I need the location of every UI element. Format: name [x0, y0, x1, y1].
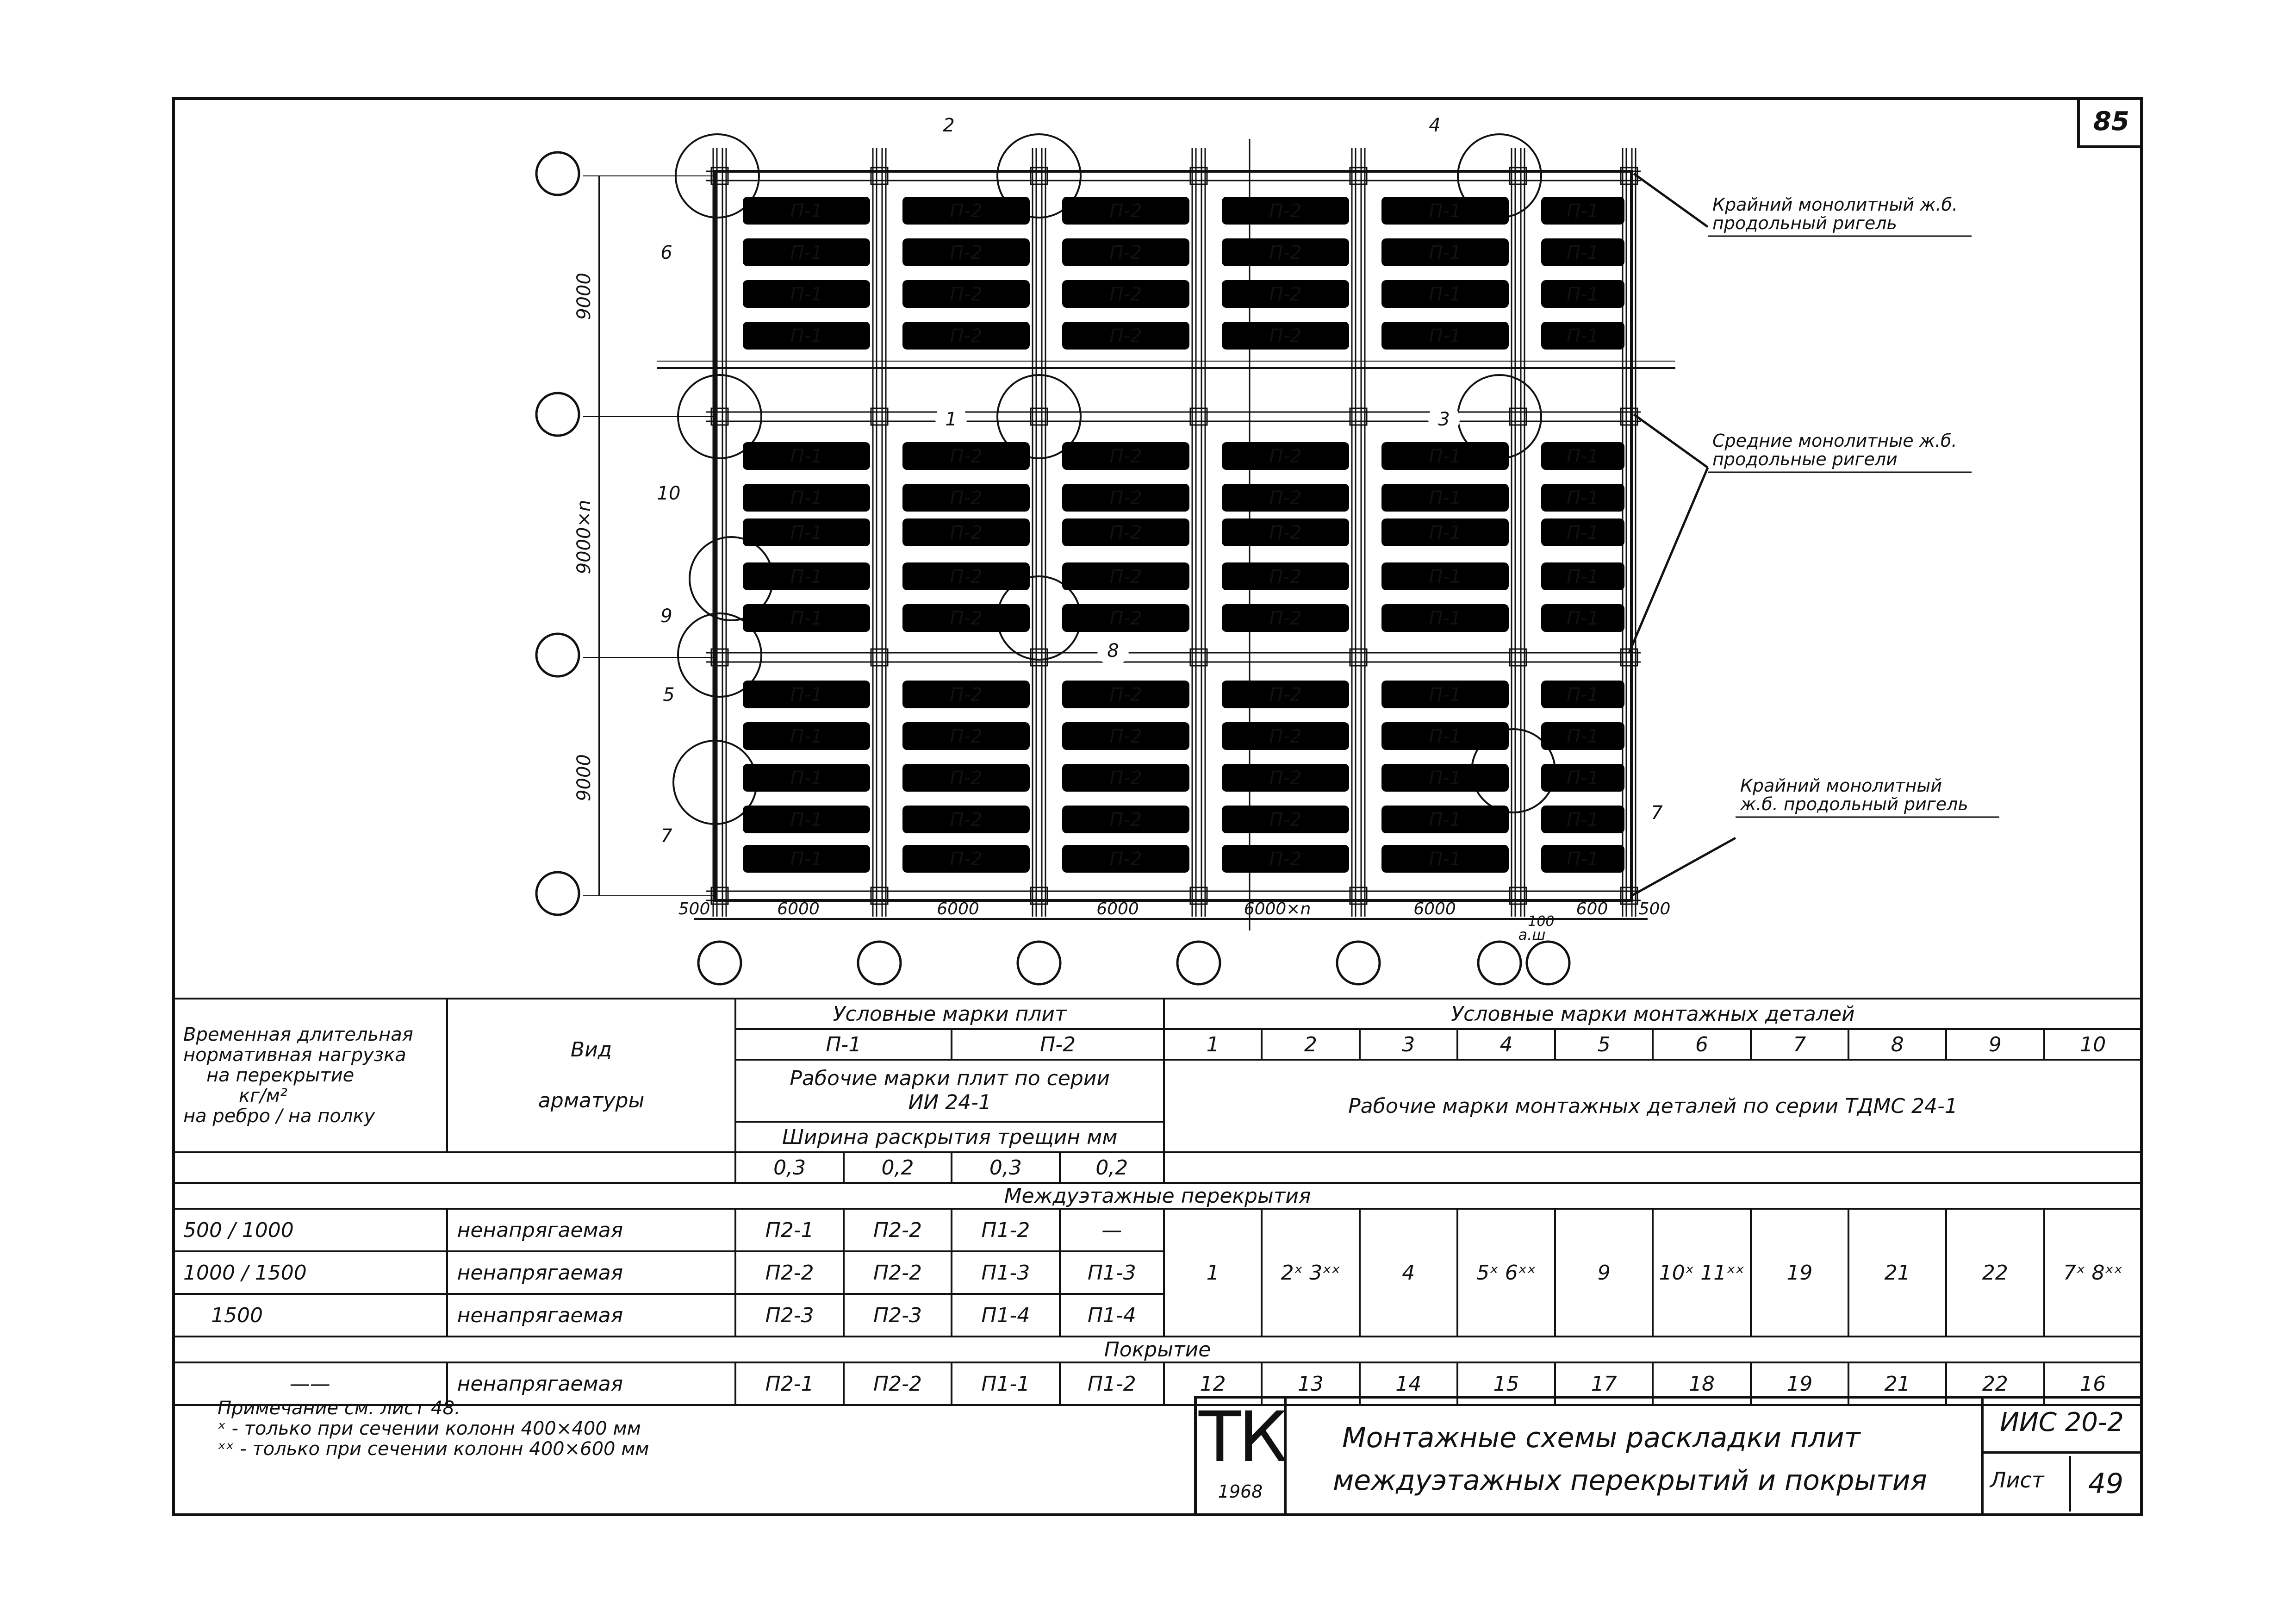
- grid-axis-bubble: [536, 872, 579, 915]
- slab-mark: П-1: [1567, 566, 1599, 587]
- detail-mark: 12: [1164, 1362, 1262, 1405]
- slab-mark: П-2: [1269, 446, 1302, 467]
- slab-mark: П-1: [790, 284, 823, 305]
- crack-val: 0,3: [952, 1152, 1059, 1183]
- dimension-label: 6000: [777, 899, 820, 918]
- slab-mark: П2-2: [735, 1251, 843, 1294]
- dimension-label: a.ш: [1518, 926, 1546, 943]
- detail-mark: 18: [1653, 1362, 1750, 1405]
- note-line: ˣ - только при сечении колонн 400×400 мм: [218, 1418, 641, 1439]
- slab-mark: П2-1: [735, 1209, 843, 1251]
- slab-mark: П-2: [950, 566, 983, 587]
- callout-number: 7: [1651, 802, 1663, 824]
- slab-mark: П-2: [1269, 284, 1302, 305]
- slab-mark: П2-2: [844, 1362, 952, 1405]
- series-code: ИИС 20-2: [2000, 1407, 2124, 1437]
- grid-axis-bubble: [698, 942, 741, 984]
- slab-mark: П-1: [790, 726, 823, 747]
- slab-mark: П-1: [790, 242, 823, 263]
- slab-mark: П-1: [1567, 608, 1599, 629]
- callout-number: 4: [1429, 115, 1441, 136]
- drawing-title: Монтажные схемы раскладки плит междуэтажных перекрытий и покрытия: [1333, 1422, 1927, 1497]
- slab-mark: П-1: [1567, 522, 1599, 543]
- slab-mark: П-2: [1109, 487, 1142, 509]
- grid-axis-bubble: [858, 942, 901, 984]
- slab-mark: П1-1: [952, 1362, 1059, 1405]
- detail-mark: 17: [1555, 1362, 1653, 1405]
- detail-mark: 22: [1946, 1362, 2044, 1405]
- slab-mark: П-1: [1429, 809, 1462, 831]
- slab-mark: П-2: [950, 809, 983, 831]
- crack-val: 0,3: [735, 1152, 843, 1183]
- sheet-label: Лист: [1990, 1468, 2044, 1493]
- slab-mark: П-2: [950, 200, 983, 222]
- detail-mark: 4: [1360, 1209, 1457, 1337]
- detail-mark: 7ˣ 8ˣˣ: [2044, 1209, 2142, 1337]
- detail-mark: 16: [2044, 1362, 2142, 1405]
- slab-mark: П-1: [1429, 487, 1462, 509]
- note-title: Примечание см. лист 48.: [218, 1398, 460, 1419]
- slab-mark: П-2: [1269, 768, 1302, 789]
- slab-mark: П-1: [1429, 608, 1462, 629]
- slab-mark: П1-3: [952, 1251, 1059, 1294]
- slab-mark: П-2: [1269, 242, 1302, 263]
- floor-vid: ненапрягаемая: [447, 1251, 736, 1294]
- detail-mark: 10ˣ 11ˣˣ: [1653, 1209, 1750, 1337]
- slab-mark: П-2: [1269, 726, 1302, 747]
- slab-mark: П-1: [790, 522, 823, 543]
- roof-vid: ненапрягаемая: [447, 1362, 736, 1405]
- slab-mark: П-2: [1269, 487, 1302, 509]
- slab-mark: П-1: [1567, 726, 1599, 747]
- slab-mark: П-2: [1109, 325, 1142, 347]
- slab-mark: П-2: [1269, 608, 1302, 629]
- slab-mark: П1-4: [952, 1294, 1059, 1337]
- detail-num: 5: [1555, 1029, 1653, 1060]
- leader-label: Крайний монолитный: [1740, 775, 1942, 796]
- slab-mark: П-1: [1567, 768, 1599, 789]
- detail-mark: 1: [1164, 1209, 1262, 1337]
- slab-mark: —: [1060, 1209, 1164, 1251]
- floor-load: 500 / 1000: [173, 1209, 447, 1251]
- note-line: ˣˣ - только при сечении колонн 400×600 мм: [218, 1438, 649, 1460]
- dimension-label: 500: [1638, 899, 1671, 918]
- leader-line: [1629, 468, 1708, 653]
- slab-mark: П-2: [950, 726, 983, 747]
- header-load: Временная длительная нормативная нагрузка на перекрытие кг/м² на ребро / на полку: [173, 999, 447, 1152]
- detail-mark: 19: [1751, 1209, 1848, 1337]
- detail-mark: 21: [1848, 1209, 1946, 1337]
- slab-mark: П-2: [950, 487, 983, 509]
- slab-mark: П-1: [1567, 284, 1599, 305]
- grid-axis-bubble: [1018, 942, 1060, 984]
- leader-label: продольные ригели: [1712, 449, 1898, 469]
- corner-sheet-number: 85: [2077, 97, 2143, 148]
- stamp-year: 1968: [1218, 1481, 1263, 1502]
- slab-mark: П-2: [1269, 849, 1302, 870]
- detail-num: 8: [1848, 1029, 1946, 1060]
- dimension-label: 9000: [573, 273, 595, 320]
- slab-mark: П-2: [1269, 200, 1302, 222]
- slab-mark: П-2: [1269, 325, 1302, 347]
- slab-mark: П-1: [1429, 768, 1462, 789]
- grid-axis-bubble: [1527, 942, 1569, 984]
- floor-load: 1000 / 1500: [173, 1251, 447, 1294]
- slab-mark: П2-2: [844, 1209, 952, 1251]
- detail-mark: 22: [1946, 1209, 2044, 1337]
- dimension-label: 9000: [573, 754, 595, 801]
- slab-mark: П-2: [1109, 608, 1142, 629]
- slab-mark: П-2: [1109, 768, 1142, 789]
- slab-mark: П-2: [1109, 566, 1142, 587]
- slab-mark: П-1: [1429, 200, 1462, 222]
- leader-label: продольный ригель: [1712, 213, 1897, 233]
- slab-mark: П1-4: [1060, 1294, 1164, 1337]
- detail-mark: 14: [1360, 1362, 1457, 1405]
- slab-mark: П2-3: [735, 1294, 843, 1337]
- slab-mark: П-1: [790, 684, 823, 706]
- callout-number: 1: [945, 409, 957, 430]
- callout-number: 2: [943, 115, 955, 136]
- section-roof: Покрытие: [173, 1337, 2142, 1362]
- slab-mark: П-1: [1567, 684, 1599, 706]
- slab-mark: П-1: [1429, 726, 1462, 747]
- header-armatura: Вид арматуры: [447, 999, 736, 1152]
- slab-mark: П-2: [950, 446, 983, 467]
- detail-mark: 15: [1457, 1362, 1555, 1405]
- slab-mark: П-2: [950, 522, 983, 543]
- callout-number: 9: [660, 606, 672, 627]
- leader-line: [1631, 838, 1736, 896]
- slab-mark: П-1: [1429, 325, 1462, 347]
- slab-mark: П-1: [1429, 242, 1462, 263]
- slab-mark: П-2: [1109, 284, 1142, 305]
- slab-mark: П-2: [950, 849, 983, 870]
- callout-number: 6: [660, 242, 672, 263]
- slab-mark: П-1: [1567, 242, 1599, 263]
- slab-mark: П-1: [1567, 200, 1599, 222]
- slab-mark: П-2: [950, 325, 983, 347]
- code-separator: [1981, 1451, 2143, 1454]
- slab-mark: П-1: [1429, 684, 1462, 706]
- leader-label: Средние монолитные ж.б.: [1712, 431, 1957, 451]
- slab-mark: П-1: [1567, 487, 1599, 509]
- detail-num: 4: [1457, 1029, 1555, 1060]
- slab-mark: П1-2: [952, 1209, 1059, 1251]
- slab-mark: П-1: [1429, 849, 1462, 870]
- detail-mark: 2ˣ 3ˣˣ: [1262, 1209, 1359, 1337]
- tk-logo: ТК: [1199, 1397, 1285, 1478]
- floor-vid: ненапрягаемая: [447, 1294, 736, 1337]
- detail-num: 3: [1360, 1029, 1457, 1060]
- dimension-label: 9000×n: [573, 500, 595, 575]
- header-detail-marks: Условные марки монтажных деталей: [1164, 999, 2142, 1029]
- slab-mark: П-1: [1567, 325, 1599, 347]
- detail-mark: 13: [1262, 1362, 1359, 1405]
- slab-mark: П-1: [790, 849, 823, 870]
- grid-axis-bubble: [1177, 942, 1220, 984]
- floor-load: 1500: [173, 1294, 447, 1337]
- detail-mark: 9: [1555, 1209, 1653, 1337]
- header-crack: Ширина раскрытия трещин мм: [735, 1122, 1164, 1152]
- slab-mark: П-2: [1109, 726, 1142, 747]
- slab-mark: П-1: [1429, 284, 1462, 305]
- leader-line: [1634, 414, 1708, 468]
- detail-mark: 5ˣ 6ˣˣ: [1457, 1209, 1555, 1337]
- dimension-label: 600: [1576, 899, 1608, 918]
- spec-table: [172, 998, 2143, 1406]
- slab-mark: П2-2: [844, 1251, 952, 1294]
- slab-mark: П-2: [1109, 809, 1142, 831]
- slab-mark: П-2: [1269, 809, 1302, 831]
- slab-mark: П-2: [1109, 522, 1142, 543]
- slab-mark: П-1: [1567, 849, 1599, 870]
- detail-num: 1: [1164, 1029, 1262, 1060]
- detail-mark: 21: [1848, 1362, 1946, 1405]
- slab-mark: П-1: [1429, 566, 1462, 587]
- callout-number: 10: [657, 483, 681, 504]
- slab-mark: П-1: [1567, 446, 1599, 467]
- detail-num: 9: [1946, 1029, 2044, 1060]
- detail-num: 6: [1653, 1029, 1750, 1060]
- header-detail-work: Рабочие марки монтажных деталей по серии ТДМС 24-1: [1164, 1060, 2142, 1152]
- slab-mark: П-1: [1429, 446, 1462, 467]
- notes: [218, 1398, 649, 1459]
- callout-number: 8: [1107, 640, 1119, 662]
- crack-val: 0,2: [1060, 1152, 1164, 1183]
- slab-mark: П-2: [1269, 684, 1302, 706]
- dimension-label: 6000×n: [1244, 899, 1311, 918]
- leader-label: ж.б. продольный ригель: [1740, 794, 1968, 814]
- slab-mark: П-1: [790, 325, 823, 347]
- grid-axis-bubble: [536, 634, 579, 676]
- slab-mark: П-1: [790, 487, 823, 509]
- slab-mark: П-2: [950, 768, 983, 789]
- header-p1: П-1: [735, 1029, 952, 1060]
- slab-mark: П-2: [950, 608, 983, 629]
- leader-line: [1634, 174, 1708, 227]
- slab-mark: П2-1: [735, 1362, 843, 1405]
- slab-mark: П-1: [1429, 522, 1462, 543]
- detail-num: 10: [2044, 1029, 2142, 1060]
- slab-mark: П-1: [790, 446, 823, 467]
- dimension-label: 500: [678, 899, 710, 918]
- slab-mark: П-2: [1109, 684, 1142, 706]
- dimension-label: 6000: [1413, 899, 1456, 918]
- section-floor: Междуэтажные перекрытия: [173, 1183, 2142, 1209]
- callout-number: 3: [1438, 409, 1450, 430]
- detail-num: 2: [1262, 1029, 1359, 1060]
- callout-number: 7: [660, 825, 672, 847]
- slab-mark: П-1: [790, 200, 823, 222]
- grid-axis-bubble: [536, 152, 579, 195]
- callout-number: 5: [663, 684, 675, 706]
- slab-mark: П-2: [1109, 200, 1142, 222]
- slab-mark: П-2: [1109, 849, 1142, 870]
- dimension-label: 6000: [1096, 899, 1139, 918]
- slab-mark: П2-3: [844, 1294, 952, 1337]
- slab-mark: П-1: [790, 809, 823, 831]
- crack-val: 0,2: [844, 1152, 952, 1183]
- roof-load: ——: [173, 1362, 447, 1405]
- detail-num: 7: [1751, 1029, 1848, 1060]
- sheet-number: 49: [2069, 1456, 2140, 1512]
- dimension-label: 100: [1528, 913, 1555, 930]
- slab-mark: П-2: [950, 284, 983, 305]
- header-p2: П-2: [952, 1029, 1164, 1060]
- detail-mark: 19: [1751, 1362, 1848, 1405]
- slab-mark: П-2: [1109, 242, 1142, 263]
- grid-axis-bubble: [1337, 942, 1380, 984]
- slab-mark: П-2: [950, 684, 983, 706]
- slab-mark: П1-3: [1060, 1251, 1164, 1294]
- slab-mark: П-2: [950, 242, 983, 263]
- slab-mark: П-2: [1269, 566, 1302, 587]
- leader-label: Крайний монолитный ж.б.: [1712, 194, 1958, 215]
- slab-mark: П-1: [1567, 809, 1599, 831]
- slab-mark: П-2: [1109, 446, 1142, 467]
- floor-vid: ненапрягаемая: [447, 1209, 736, 1251]
- grid-axis-bubble: [536, 393, 579, 436]
- header-work-marks: Рабочие марки плит по серии ИИ 24-1: [735, 1060, 1164, 1122]
- slab-mark: П-2: [1269, 522, 1302, 543]
- grid-axis-bubble: [1478, 942, 1521, 984]
- header-slab-marks: Условные марки плит: [735, 999, 1164, 1029]
- slab-mark: П1-2: [1060, 1362, 1164, 1405]
- slab-mark: П-1: [790, 768, 823, 789]
- dimension-label: 6000: [937, 899, 979, 918]
- slab-mark: П-1: [790, 566, 823, 587]
- slab-mark: П-1: [790, 608, 823, 629]
